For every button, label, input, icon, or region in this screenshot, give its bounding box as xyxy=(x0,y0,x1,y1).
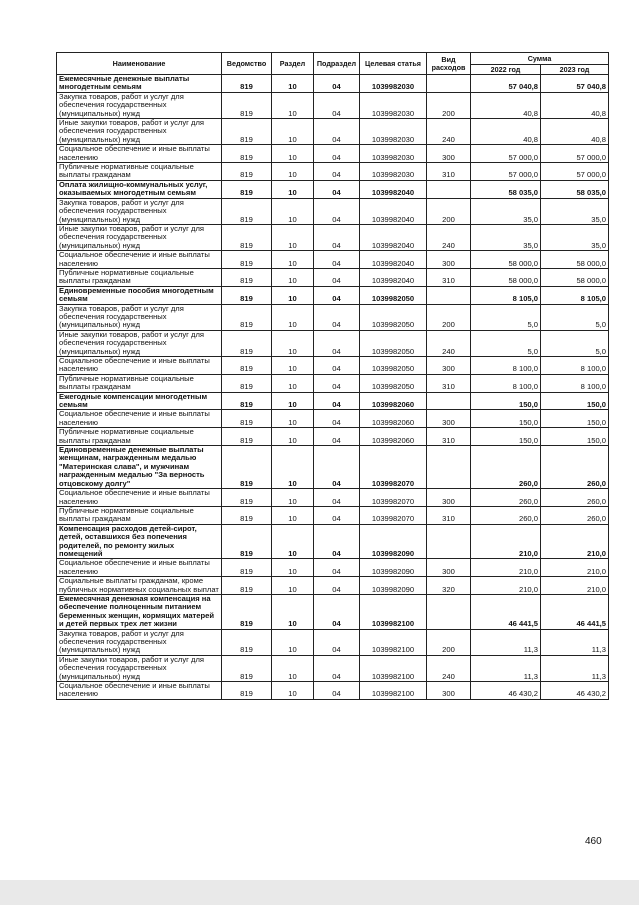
table-row xyxy=(57,268,609,286)
cell-2022: 57 000,0 xyxy=(471,163,541,181)
cell-2023: 40,8 xyxy=(541,92,609,118)
cell-target: 1039982060 xyxy=(360,410,427,428)
cell-section: 10 xyxy=(272,180,314,198)
cell-section: 10 xyxy=(272,163,314,181)
cell-name: Иные закупки товаров, работ и услуг для обеспечения государственных (муниципальных) нужд xyxy=(57,655,222,681)
cell-section: 10 xyxy=(272,268,314,286)
cell-dept: 819 xyxy=(222,428,272,446)
cell-2023: 35,0 xyxy=(541,198,609,224)
cell-section: 10 xyxy=(272,428,314,446)
cell-target: 1039982100 xyxy=(360,655,427,681)
cell-section: 10 xyxy=(272,489,314,507)
cell-exp-type: 240 xyxy=(427,655,471,681)
table-row xyxy=(57,75,609,93)
cell-subsection: 04 xyxy=(314,92,360,118)
cell-name: Социальное обеспечение и иные выплаты населению xyxy=(57,145,222,163)
cell-2022: 8 100,0 xyxy=(471,374,541,392)
cell-name: Ежемесячные денежные выплаты многодетным семьям xyxy=(57,75,222,93)
cell-dept: 819 xyxy=(222,524,272,559)
cell-2023: 150,0 xyxy=(541,392,609,410)
cell-dept: 819 xyxy=(222,410,272,428)
page-number: 460 xyxy=(585,836,602,847)
cell-subsection: 04 xyxy=(314,506,360,524)
cell-2022: 260,0 xyxy=(471,489,541,507)
cell-dept: 819 xyxy=(222,489,272,507)
cell-section: 10 xyxy=(272,145,314,163)
table-row xyxy=(57,357,609,375)
cell-target: 1039982040 xyxy=(360,268,427,286)
cell-target: 1039982070 xyxy=(360,489,427,507)
cell-dept: 819 xyxy=(222,145,272,163)
cell-2022: 210,0 xyxy=(471,524,541,559)
cell-subsection: 04 xyxy=(314,268,360,286)
cell-subsection: 04 xyxy=(314,655,360,681)
cell-2022: 150,0 xyxy=(471,392,541,410)
cell-subsection: 04 xyxy=(314,163,360,181)
cell-section: 10 xyxy=(272,286,314,304)
table-row xyxy=(57,559,609,577)
cell-2022: 58 035,0 xyxy=(471,180,541,198)
table-row xyxy=(57,374,609,392)
cell-exp-type: 200 xyxy=(427,92,471,118)
cell-section: 10 xyxy=(272,330,314,356)
cell-subsection: 04 xyxy=(314,392,360,410)
cell-subsection: 04 xyxy=(314,330,360,356)
cell-name: Публичные нормативные социальные выплаты гражданам xyxy=(57,163,222,181)
cell-name: Социальное обеспечение и иные выплаты населению xyxy=(57,410,222,428)
cell-subsection: 04 xyxy=(314,145,360,163)
cell-dept: 819 xyxy=(222,655,272,681)
cell-2023: 260,0 xyxy=(541,506,609,524)
cell-2022: 46 441,5 xyxy=(471,594,541,629)
cell-subsection: 04 xyxy=(314,524,360,559)
cell-name: Ежемесячная денежная компенсация на обеспечение полноценным питанием беременных женщин, кормящих матерей и детей первых трех лет жизни xyxy=(57,594,222,629)
cell-target: 1039982040 xyxy=(360,198,427,224)
cell-target: 1039982090 xyxy=(360,577,427,595)
cell-name: Публичные нормативные социальные выплаты гражданам xyxy=(57,428,222,446)
cell-name: Иные закупки товаров, работ и услуг для обеспечения государственных (муниципальных) нужд xyxy=(57,330,222,356)
cell-target: 1039982040 xyxy=(360,251,427,269)
cell-dept: 819 xyxy=(222,180,272,198)
cell-target: 1039982070 xyxy=(360,446,427,489)
cell-subsection: 04 xyxy=(314,428,360,446)
cell-section: 10 xyxy=(272,410,314,428)
cell-exp-type xyxy=(427,392,471,410)
cell-2023: 150,0 xyxy=(541,428,609,446)
table-row xyxy=(57,682,609,700)
table-row xyxy=(57,489,609,507)
cell-exp-type: 300 xyxy=(427,357,471,375)
cell-subsection: 04 xyxy=(314,224,360,250)
cell-name: Закупка товаров, работ и услуг для обеспечения государственных (муниципальных) нужд xyxy=(57,92,222,118)
cell-name: Ежегодные компенсации многодетным семьям xyxy=(57,392,222,410)
cell-subsection: 04 xyxy=(314,357,360,375)
cell-exp-type: 310 xyxy=(427,428,471,446)
table-row xyxy=(57,506,609,524)
table-row xyxy=(57,198,609,224)
cell-subsection: 04 xyxy=(314,374,360,392)
header-exp-type: Вид расходов xyxy=(427,53,471,75)
cell-dept: 819 xyxy=(222,330,272,356)
cell-dept: 819 xyxy=(222,577,272,595)
table-row xyxy=(57,251,609,269)
cell-name: Закупка товаров, работ и услуг для обеспечения государственных (муниципальных) нужд xyxy=(57,629,222,655)
cell-target: 1039982060 xyxy=(360,428,427,446)
cell-dept: 819 xyxy=(222,374,272,392)
budget-table xyxy=(56,52,609,700)
cell-2023: 8 100,0 xyxy=(541,374,609,392)
cell-exp-type xyxy=(427,446,471,489)
cell-2023: 46 441,5 xyxy=(541,594,609,629)
cell-target: 1039982100 xyxy=(360,682,427,700)
cell-section: 10 xyxy=(272,506,314,524)
table-row xyxy=(57,92,609,118)
header-2022: 2022 год xyxy=(471,65,541,75)
cell-name: Публичные нормативные социальные выплаты гражданам xyxy=(57,268,222,286)
cell-target: 1039982100 xyxy=(360,629,427,655)
table-row xyxy=(57,655,609,681)
cell-exp-type: 310 xyxy=(427,268,471,286)
cell-section: 10 xyxy=(272,629,314,655)
cell-target: 1039982070 xyxy=(360,506,427,524)
table-row xyxy=(57,428,609,446)
cell-2023: 210,0 xyxy=(541,559,609,577)
cell-exp-type xyxy=(427,286,471,304)
cell-dept: 819 xyxy=(222,163,272,181)
header-name: Наименование xyxy=(57,53,222,75)
cell-dept: 819 xyxy=(222,682,272,700)
cell-2023: 46 430,2 xyxy=(541,682,609,700)
cell-2022: 150,0 xyxy=(471,428,541,446)
cell-section: 10 xyxy=(272,224,314,250)
cell-subsection: 04 xyxy=(314,559,360,577)
cell-dept: 819 xyxy=(222,198,272,224)
cell-target: 1039982030 xyxy=(360,145,427,163)
header-section: Раздел xyxy=(272,53,314,75)
cell-subsection: 04 xyxy=(314,286,360,304)
cell-section: 10 xyxy=(272,559,314,577)
cell-2022: 58 000,0 xyxy=(471,251,541,269)
cell-name: Социальное обеспечение и иные выплаты населению xyxy=(57,682,222,700)
cell-2023: 210,0 xyxy=(541,577,609,595)
cell-section: 10 xyxy=(272,524,314,559)
cell-2022: 57 040,8 xyxy=(471,75,541,93)
table-row xyxy=(57,286,609,304)
cell-section: 10 xyxy=(272,357,314,375)
cell-exp-type: 300 xyxy=(427,251,471,269)
cell-2023: 11,3 xyxy=(541,655,609,681)
table-row xyxy=(57,629,609,655)
cell-dept: 819 xyxy=(222,224,272,250)
cell-exp-type xyxy=(427,75,471,93)
cell-name: Социальное обеспечение и иные выплаты населению xyxy=(57,489,222,507)
table-row xyxy=(57,224,609,250)
cell-2022: 210,0 xyxy=(471,577,541,595)
cell-section: 10 xyxy=(272,251,314,269)
cell-name: Закупка товаров, работ и услуг для обеспечения государственных (муниципальных) нужд xyxy=(57,304,222,330)
table-row xyxy=(57,330,609,356)
cell-dept: 819 xyxy=(222,286,272,304)
cell-2022: 35,0 xyxy=(471,224,541,250)
table-header-row xyxy=(57,53,609,65)
cell-target: 1039982050 xyxy=(360,286,427,304)
cell-target: 1039982100 xyxy=(360,594,427,629)
cell-section: 10 xyxy=(272,119,314,145)
cell-dept: 819 xyxy=(222,75,272,93)
cell-2023: 57 040,8 xyxy=(541,75,609,93)
cell-target: 1039982050 xyxy=(360,357,427,375)
table-row xyxy=(57,524,609,559)
cell-name: Закупка товаров, работ и услуг для обеспечения государственных (муниципальных) нужд xyxy=(57,198,222,224)
cell-2023: 58 000,0 xyxy=(541,268,609,286)
cell-name: Публичные нормативные социальные выплаты гражданам xyxy=(57,506,222,524)
cell-dept: 819 xyxy=(222,506,272,524)
cell-subsection: 04 xyxy=(314,180,360,198)
cell-target: 1039982030 xyxy=(360,75,427,93)
table-body xyxy=(57,75,609,700)
header-dept: Ведомство xyxy=(222,53,272,75)
cell-dept: 819 xyxy=(222,446,272,489)
cell-2023: 5,0 xyxy=(541,304,609,330)
cell-name: Иные закупки товаров, работ и услуг для обеспечения государственных (муниципальных) нужд xyxy=(57,119,222,145)
cell-target: 1039982050 xyxy=(360,374,427,392)
cell-2023: 8 105,0 xyxy=(541,286,609,304)
cell-exp-type: 200 xyxy=(427,198,471,224)
cell-exp-type: 300 xyxy=(427,559,471,577)
cell-target: 1039982040 xyxy=(360,224,427,250)
cell-2023: 57 000,0 xyxy=(541,163,609,181)
cell-2023: 260,0 xyxy=(541,489,609,507)
cell-exp-type: 240 xyxy=(427,119,471,145)
cell-2023: 210,0 xyxy=(541,524,609,559)
cell-exp-type: 320 xyxy=(427,577,471,595)
cell-2023: 11,3 xyxy=(541,629,609,655)
cell-2022: 260,0 xyxy=(471,446,541,489)
cell-section: 10 xyxy=(272,75,314,93)
cell-dept: 819 xyxy=(222,357,272,375)
cell-2022: 46 430,2 xyxy=(471,682,541,700)
cell-section: 10 xyxy=(272,446,314,489)
cell-exp-type xyxy=(427,594,471,629)
header-sum: Сумма xyxy=(471,53,609,65)
cell-name: Публичные нормативные социальные выплаты гражданам xyxy=(57,374,222,392)
cell-target: 1039982030 xyxy=(360,119,427,145)
cell-name: Социальное обеспечение и иные выплаты населению xyxy=(57,251,222,269)
cell-section: 10 xyxy=(272,392,314,410)
cell-target: 1039982040 xyxy=(360,180,427,198)
cell-dept: 819 xyxy=(222,392,272,410)
cell-dept: 819 xyxy=(222,268,272,286)
cell-section: 10 xyxy=(272,655,314,681)
cell-dept: 819 xyxy=(222,251,272,269)
cell-2022: 11,3 xyxy=(471,655,541,681)
cell-target: 1039982050 xyxy=(360,330,427,356)
cell-name: Социальные выплаты гражданам, кроме публичных нормативных социальных выплат xyxy=(57,577,222,595)
cell-name: Социальное обеспечение и иные выплаты населению xyxy=(57,357,222,375)
cell-subsection: 04 xyxy=(314,410,360,428)
cell-exp-type: 200 xyxy=(427,304,471,330)
cell-name: Социальное обеспечение и иные выплаты населению xyxy=(57,559,222,577)
cell-exp-type: 300 xyxy=(427,682,471,700)
cell-subsection: 04 xyxy=(314,251,360,269)
cell-target: 1039982090 xyxy=(360,559,427,577)
header-target: Целевая статья xyxy=(360,53,427,75)
cell-2023: 260,0 xyxy=(541,446,609,489)
cell-2022: 40,8 xyxy=(471,119,541,145)
cell-section: 10 xyxy=(272,577,314,595)
cell-subsection: 04 xyxy=(314,489,360,507)
cell-2023: 35,0 xyxy=(541,224,609,250)
cell-target: 1039982030 xyxy=(360,163,427,181)
cell-exp-type xyxy=(427,524,471,559)
cell-2022: 5,0 xyxy=(471,304,541,330)
cell-2022: 35,0 xyxy=(471,198,541,224)
cell-dept: 819 xyxy=(222,119,272,145)
cell-2022: 210,0 xyxy=(471,559,541,577)
cell-section: 10 xyxy=(272,198,314,224)
cell-exp-type: 300 xyxy=(427,489,471,507)
cell-exp-type: 240 xyxy=(427,330,471,356)
cell-exp-type: 310 xyxy=(427,374,471,392)
cell-2023: 58 035,0 xyxy=(541,180,609,198)
header-2023: 2023 год xyxy=(541,65,609,75)
cell-2022: 8 100,0 xyxy=(471,357,541,375)
cell-2022: 11,3 xyxy=(471,629,541,655)
cell-2022: 150,0 xyxy=(471,410,541,428)
cell-subsection: 04 xyxy=(314,682,360,700)
cell-2023: 58 000,0 xyxy=(541,251,609,269)
cell-target: 1039982090 xyxy=(360,524,427,559)
cell-exp-type: 300 xyxy=(427,410,471,428)
header-subsection: Подраздел xyxy=(314,53,360,75)
cell-subsection: 04 xyxy=(314,119,360,145)
table-row xyxy=(57,577,609,595)
cell-exp-type: 310 xyxy=(427,506,471,524)
cell-name: Компенсация расходов детей-сирот, детей, оставшихся без попечения родителей, по ремонту жилых помещений xyxy=(57,524,222,559)
cell-exp-type xyxy=(427,180,471,198)
table-row xyxy=(57,392,609,410)
cell-name: Единовременные денежные выплаты женщинам, награжденным медалью "Материнская слава", и мужчинам награжденным медалью "За верность отцовскому долгу" xyxy=(57,446,222,489)
table-row xyxy=(57,594,609,629)
cell-exp-type: 200 xyxy=(427,629,471,655)
cell-2022: 40,8 xyxy=(471,92,541,118)
cell-exp-type: 240 xyxy=(427,224,471,250)
cell-section: 10 xyxy=(272,682,314,700)
cell-subsection: 04 xyxy=(314,198,360,224)
cell-2023: 8 100,0 xyxy=(541,357,609,375)
cell-subsection: 04 xyxy=(314,577,360,595)
cell-subsection: 04 xyxy=(314,594,360,629)
cell-dept: 819 xyxy=(222,304,272,330)
cell-section: 10 xyxy=(272,92,314,118)
cell-2022: 57 000,0 xyxy=(471,145,541,163)
cell-2023: 5,0 xyxy=(541,330,609,356)
cell-2022: 8 105,0 xyxy=(471,286,541,304)
cell-2022: 5,0 xyxy=(471,330,541,356)
cell-dept: 819 xyxy=(222,559,272,577)
table-row xyxy=(57,446,609,489)
cell-2022: 58 000,0 xyxy=(471,268,541,286)
table-row xyxy=(57,180,609,198)
table-row xyxy=(57,304,609,330)
cell-target: 1039982030 xyxy=(360,92,427,118)
table-row xyxy=(57,119,609,145)
cell-section: 10 xyxy=(272,594,314,629)
cell-subsection: 04 xyxy=(314,629,360,655)
cell-2023: 150,0 xyxy=(541,410,609,428)
cell-name: Единовременные пособия многодетным семьям xyxy=(57,286,222,304)
cell-target: 1039982060 xyxy=(360,392,427,410)
cell-target: 1039982050 xyxy=(360,304,427,330)
table-row xyxy=(57,410,609,428)
cell-name: Иные закупки товаров, работ и услуг для обеспечения государственных (муниципальных) нужд xyxy=(57,224,222,250)
cell-dept: 819 xyxy=(222,594,272,629)
table-row xyxy=(57,163,609,181)
table-row xyxy=(57,145,609,163)
cell-exp-type: 310 xyxy=(427,163,471,181)
cell-subsection: 04 xyxy=(314,446,360,489)
cell-2023: 40,8 xyxy=(541,119,609,145)
cell-name: Оплата жилищно-коммунальных услуг, оказываемых многодетным семьям xyxy=(57,180,222,198)
cell-section: 10 xyxy=(272,304,314,330)
cell-subsection: 04 xyxy=(314,75,360,93)
cell-2022: 260,0 xyxy=(471,506,541,524)
cell-subsection: 04 xyxy=(314,304,360,330)
cell-dept: 819 xyxy=(222,629,272,655)
cell-exp-type: 300 xyxy=(427,145,471,163)
bottom-band xyxy=(0,880,639,905)
cell-2023: 57 000,0 xyxy=(541,145,609,163)
cell-section: 10 xyxy=(272,374,314,392)
cell-dept: 819 xyxy=(222,92,272,118)
